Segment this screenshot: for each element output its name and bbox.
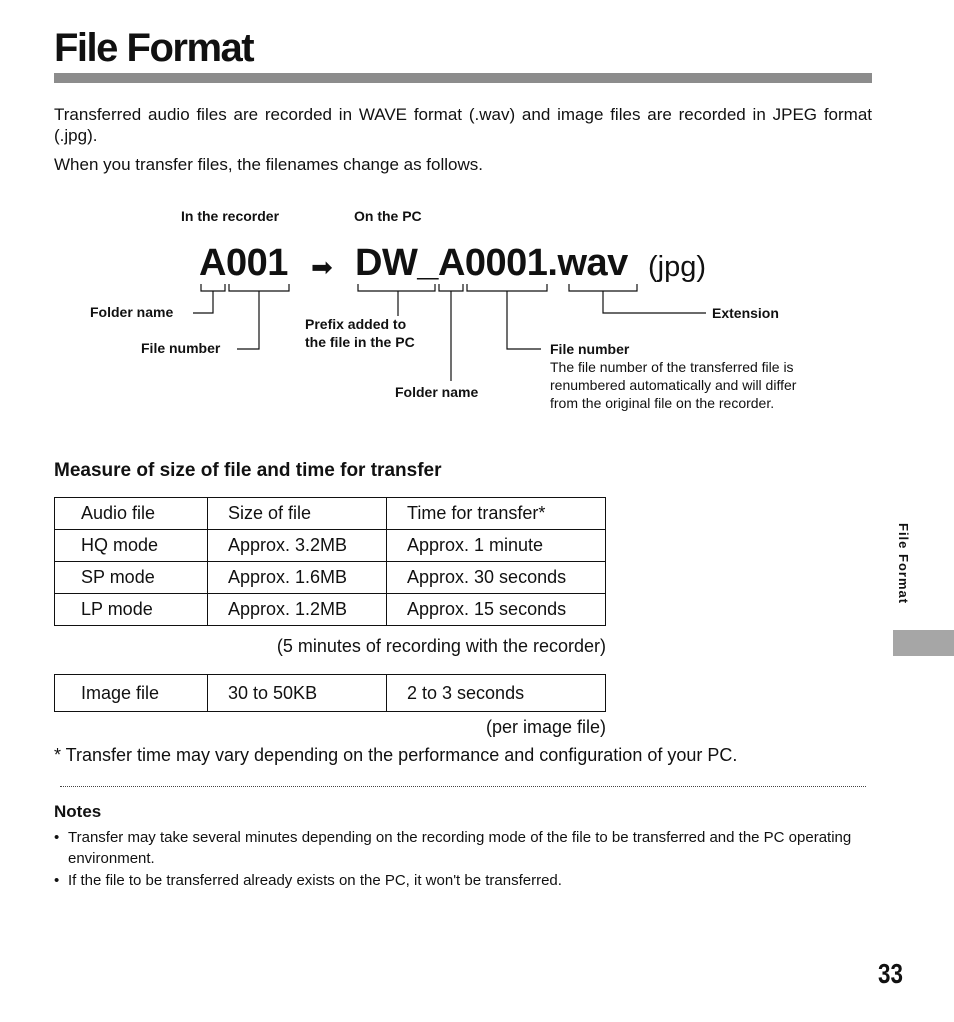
dotted-divider [60,786,866,787]
table-header-row [55,498,606,530]
table-row [55,594,606,626]
image-transfer-table [54,674,606,712]
audio-transfer-table [54,497,606,626]
page-title: File Format [54,26,254,70]
notes-list [54,827,872,892]
side-section-tab [893,630,954,656]
table-cell: Approx. 3.2MB [208,530,387,562]
table-cell: Approx. 1.2MB [208,594,387,626]
folder-name-label-bottom: Folder name [395,384,479,400]
intro-paragraph-2: When you transfer files, the filenames change as follows. [54,155,483,174]
file-number-desc-1: The file number of the transferred file is [550,359,794,375]
image-table-note: (per image file) [485,717,606,737]
folder-name-label-left: Folder name [90,304,174,320]
list-item [54,827,872,869]
table-row [55,530,606,562]
table-cell: Size of file [208,498,387,530]
alt-extension: (jpg) [648,251,707,283]
in-recorder-label: In the recorder [181,208,280,224]
intro-paragraph-1: Transferred audio files are recorded in WAVE format (.wav) and image files are recorded in JPEG format (.jpg). [54,105,872,145]
table-cell: HQ mode [55,530,208,562]
file-number-desc-2: renumbered automatically and will differ [550,377,797,393]
table-cell: Approx. 30 seconds [387,562,606,594]
table-cell: 2 to 3 seconds [387,675,606,712]
table-cell: Approx. 15 seconds [387,594,606,626]
table-cell: SP mode [55,562,208,594]
extension-label: Extension [712,305,779,321]
note-text: Transfer may take several minutes depending on the recording mode of the file to be transferred and the PC operating environment. [68,829,852,867]
list-item [54,870,872,891]
transfer-footnote: * Transfer time may vary depending on the performance and configuration of your PC. [54,745,738,765]
recorder-filename: A001 [199,242,288,284]
prefix-label-line1: Prefix added to [305,316,407,332]
table-cell: Approx. 1.6MB [208,562,387,594]
file-number-label-left: File number [141,340,221,356]
table-cell: Image file [55,675,208,712]
bullet-icon: • [54,872,60,889]
side-section-label: File Format [896,523,911,605]
page-number: 33 [878,958,903,989]
pc-filename: DW_A0001.wav [355,242,628,284]
table-cell: Approx. 1 minute [387,530,606,562]
on-pc-label: On the PC [354,208,422,224]
diagram-lines [0,0,954,430]
prefix-label-line2: the file in the PC [305,334,415,350]
file-number-label-right: File number [550,341,630,357]
table-cell: Audio file [55,498,208,530]
bullet-icon: • [54,829,60,846]
arrow-right-icon: ➡ [311,252,333,282]
notes-heading: Notes [54,802,102,821]
table-row [55,562,606,594]
note-text: If the file to be transferred already exists on the PC, it won't be transferred. [68,872,562,889]
table-cell: LP mode [55,594,208,626]
table-cell: Time for transfer* [387,498,606,530]
table-row [55,675,606,712]
file-number-desc-3: from the original file on the recorder. [550,395,775,411]
audio-table-note: (5 minutes of recording with the recorder) [276,636,606,656]
table-cell: 30 to 50KB [208,675,387,712]
table-section-heading: Measure of size of file and time for transfer [54,460,442,481]
